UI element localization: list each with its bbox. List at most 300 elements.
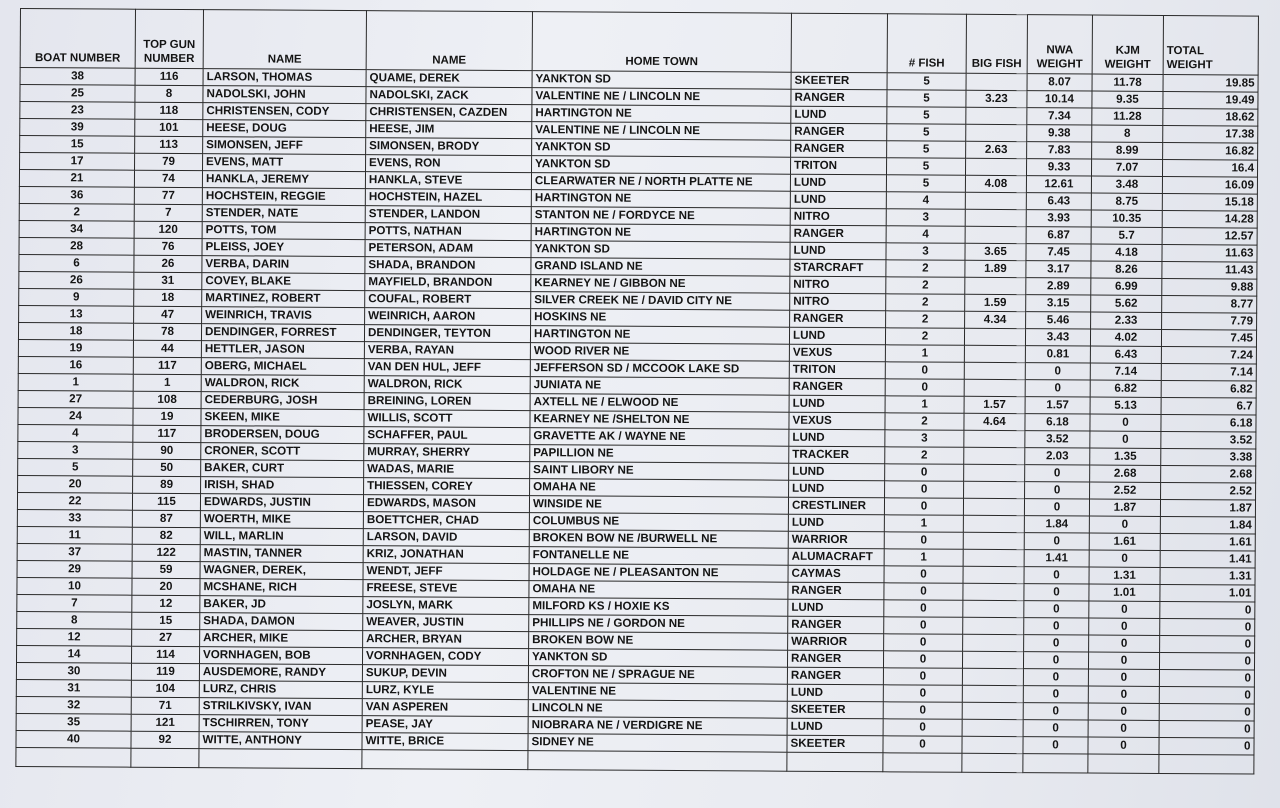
total-weight-cell: 0 [1159, 669, 1254, 687]
header-nwa-line1: NWA [1046, 44, 1074, 57]
angler-name-cell: BRODERSEN, DOUG [201, 426, 364, 444]
boat-make-cell: RANGER [791, 140, 887, 158]
fish-count-cell: 2 [885, 328, 964, 345]
fish-count-cell: 0 [884, 600, 963, 617]
partner-name-cell: LURZ, KYLE [362, 682, 528, 700]
home-town-cell: HOLDAGE NE / PLEASANTON NE [529, 564, 788, 583]
total-weight-cell: 11.43 [1162, 261, 1257, 279]
boat-make-cell: WARRIOR [788, 531, 884, 549]
home-town-cell: FONTANELLE NE [529, 547, 788, 566]
boat-make-cell: LUND [791, 106, 887, 124]
big-fish-cell [966, 124, 1027, 141]
nwa-weight-cell: 0 [1025, 380, 1090, 397]
empty-cell [131, 748, 199, 767]
big-fish-cell [965, 158, 1026, 175]
fish-count-cell: 0 [884, 634, 963, 651]
big-fish-cell [962, 719, 1023, 736]
empty-cell [787, 752, 883, 772]
nwa-weight-cell: 12.61 [1026, 176, 1091, 193]
total-weight-cell: 0 [1159, 737, 1254, 755]
top-gun-number-cell: 76 [134, 238, 202, 255]
top-gun-number-cell: 114 [131, 646, 199, 663]
nwa-weight-cell: 0 [1023, 703, 1088, 720]
total-weight-cell: 0 [1160, 618, 1255, 636]
empty-cell [16, 747, 131, 767]
kjm-weight-cell: 11.78 [1092, 74, 1163, 91]
header-name-1: NAME [203, 10, 366, 70]
top-gun-number-cell: 27 [132, 629, 200, 646]
top-gun-number-cell: 31 [134, 272, 202, 289]
top-gun-number-cell: 7 [134, 204, 202, 221]
total-weight-cell: 7.24 [1161, 346, 1256, 364]
angler-name-cell: NADOLSKI, JOHN [203, 86, 366, 104]
partner-name-cell: KRIZ, JONATHAN [363, 546, 529, 564]
home-town-cell: WOOD RIVER NE [530, 343, 789, 362]
total-weight-cell: 0 [1160, 601, 1255, 619]
home-town-cell: OMAHA NE [530, 479, 789, 498]
boat-make-cell: VEXUS [789, 412, 885, 430]
angler-name-cell: MCSHANE, RICH [200, 579, 363, 597]
kjm-weight-cell: 0 [1088, 720, 1159, 737]
total-weight-cell: 12.57 [1162, 227, 1257, 245]
partner-name-cell: NADOLSKI, ZACK [366, 87, 532, 105]
boat-number-cell: 22 [17, 492, 132, 510]
angler-name-cell: WILL, MARLIN [200, 528, 363, 546]
kjm-weight-cell: 10.35 [1091, 210, 1162, 227]
kjm-weight-cell: 8 [1092, 125, 1163, 142]
fish-count-cell: 0 [885, 362, 964, 379]
nwa-weight-cell: 0 [1025, 482, 1090, 499]
angler-name-cell: WITTE, ANTHONY [199, 732, 362, 750]
home-town-cell: PAPILLION NE [530, 445, 789, 464]
header-num-fish: # FISH [887, 14, 966, 73]
big-fish-cell [962, 736, 1023, 753]
kjm-weight-cell: 0 [1089, 601, 1160, 618]
boat-make-cell: SKEETER [791, 72, 887, 90]
fish-count-cell: 0 [884, 566, 963, 583]
empty-cell [1159, 754, 1254, 774]
home-town-cell: NIOBRARA NE / VERDIGRE NE [528, 717, 787, 736]
total-weight-cell: 18.62 [1163, 108, 1258, 126]
total-weight-cell: 0 [1159, 720, 1254, 738]
boat-make-cell: TRITON [790, 157, 886, 175]
nwa-weight-cell: 0 [1023, 737, 1088, 754]
partner-name-cell: STENDER, LANDON [365, 206, 531, 224]
nwa-weight-cell: 0 [1023, 686, 1088, 703]
home-town-cell: GRAVETTE AK / WAYNE NE [530, 428, 789, 447]
top-gun-number-cell: 26 [134, 255, 202, 272]
partner-name-cell: EVENS, RON [366, 155, 532, 173]
nwa-weight-cell: 0 [1025, 465, 1090, 482]
header-total-weight [1163, 15, 1258, 75]
top-gun-number-cell: 47 [134, 306, 202, 323]
boat-make-cell: RANGER [790, 310, 886, 328]
home-town-cell: HARTINGTON NE [531, 224, 790, 243]
kjm-weight-cell: 0 [1089, 635, 1160, 652]
home-town-cell: WINSIDE NE [529, 496, 788, 515]
kjm-weight-cell: 6.43 [1090, 346, 1161, 363]
header-top-gun-number [135, 9, 203, 68]
total-weight-cell: 0 [1159, 703, 1254, 721]
boat-make-cell: LUND [788, 599, 884, 617]
boat-make-cell: SKEETER [787, 735, 883, 753]
boat-number-cell: 32 [16, 696, 131, 714]
boat-number-cell: 17 [20, 153, 135, 171]
kjm-weight-cell: 8.99 [1092, 142, 1163, 159]
big-fish-cell [964, 345, 1025, 362]
total-weight-cell: 0 [1159, 652, 1254, 670]
angler-name-cell: SKEEN, MIKE [201, 409, 364, 427]
top-gun-number-cell: 18 [134, 289, 202, 306]
total-weight-cell: 6.18 [1161, 414, 1256, 432]
total-weight-cell: 6.7 [1161, 397, 1256, 415]
total-weight-cell: 3.52 [1161, 431, 1256, 449]
boat-number-cell: 40 [16, 730, 131, 748]
nwa-weight-cell: 7.45 [1026, 244, 1091, 261]
top-gun-number-cell: 77 [134, 187, 202, 204]
boat-make-cell: LUND [789, 480, 885, 498]
boat-number-cell: 2 [19, 203, 134, 221]
nwa-weight-cell: 0 [1024, 533, 1089, 550]
partner-name-cell: MURRAY, SHERRY [364, 444, 530, 462]
nwa-weight-cell: 9.38 [1027, 125, 1092, 142]
big-fish-cell [964, 379, 1025, 396]
fish-count-cell: 1 [885, 396, 964, 413]
partner-name-cell: BREINING, LOREN [364, 393, 530, 411]
boat-number-cell: 8 [17, 611, 132, 629]
fish-count-cell: 3 [886, 209, 965, 226]
header-top-gun-line2: NUMBER [143, 52, 195, 66]
fish-count-cell: 5 [887, 73, 966, 90]
angler-name-cell: HEESE, DOUG [203, 120, 366, 138]
boat-make-cell: STARCRAFT [790, 259, 886, 277]
kjm-weight-cell: 1.31 [1089, 567, 1160, 584]
home-town-cell: KEARNEY NE / GIBBON NE [531, 275, 790, 294]
boat-make-cell: LUND [789, 429, 885, 447]
header-kjm-line1: KJM [1115, 44, 1140, 57]
big-fish-cell [966, 107, 1027, 124]
home-town-cell: YANKTON SD [532, 156, 791, 175]
angler-name-cell: BAKER, CURT [201, 460, 364, 478]
total-weight-cell: 1.87 [1160, 499, 1255, 517]
angler-name-cell: BAKER, JD [200, 596, 363, 614]
fish-count-cell: 0 [883, 668, 962, 685]
kjm-weight-cell: 0 [1090, 414, 1161, 431]
header-top-gun-line1: TOP GUN [143, 38, 196, 52]
boat-make-cell: TRACKER [789, 446, 885, 464]
home-town-cell: HARTINGTON NE [530, 326, 789, 345]
boat-number-cell: 29 [17, 560, 132, 578]
fish-count-cell: 5 [887, 107, 966, 124]
kjm-weight-cell: 9.35 [1092, 91, 1163, 108]
top-gun-number-cell: 121 [131, 714, 199, 731]
angler-name-cell: EVENS, MATT [203, 154, 366, 172]
top-gun-number-cell: 87 [132, 510, 200, 527]
kjm-weight-cell: 1.01 [1089, 584, 1160, 601]
boat-number-cell: 38 [20, 68, 135, 86]
total-weight-cell: 7.14 [1161, 363, 1256, 381]
fish-count-cell: 2 [885, 447, 964, 464]
partner-name-cell: BOETTCHER, CHAD [363, 512, 529, 530]
nwa-weight-cell: 9.33 [1026, 159, 1091, 176]
partner-name-cell: VERBA, RAYAN [364, 342, 530, 360]
total-weight-cell: 19.49 [1163, 91, 1258, 109]
header-total-line1: TOTAL [1166, 45, 1205, 58]
boat-number-cell: 9 [19, 288, 134, 306]
kjm-weight-cell: 1.35 [1090, 448, 1161, 465]
angler-name-cell: CEDERBURG, JOSH [201, 392, 364, 410]
empty-cell [883, 753, 962, 772]
home-town-cell: MILFORD KS / HOXIE KS [529, 598, 788, 617]
angler-name-cell: WOERTH, MIKE [200, 511, 363, 529]
boat-make-cell: LUND [790, 174, 886, 192]
boat-number-cell: 5 [18, 458, 133, 476]
fish-count-cell: 1 [884, 515, 963, 532]
boat-number-cell: 4 [18, 424, 133, 442]
boat-number-cell: 23 [20, 102, 135, 120]
total-weight-cell: 8.77 [1162, 295, 1257, 313]
big-fish-cell [964, 464, 1025, 481]
kjm-weight-cell: 6.82 [1090, 380, 1161, 397]
fish-count-cell: 5 [886, 175, 965, 192]
kjm-weight-cell: 0 [1088, 652, 1159, 669]
big-fish-cell: 1.89 [965, 260, 1026, 277]
nwa-weight-cell: 0 [1024, 499, 1089, 516]
header-total-line2: WEIGHT [1166, 59, 1213, 72]
boat-number-cell: 13 [19, 305, 134, 323]
total-weight-cell: 6.82 [1161, 380, 1256, 398]
kjm-weight-cell: 0 [1088, 669, 1159, 686]
boat-make-cell: LUND [790, 191, 886, 209]
kjm-weight-cell: 2.52 [1090, 482, 1161, 499]
boat-make-cell: LUND [787, 684, 883, 702]
boat-number-cell: 11 [17, 526, 132, 544]
angler-name-cell: HANKLA, JEREMY [202, 171, 365, 189]
home-town-cell: JUNIATA NE [530, 377, 789, 396]
nwa-weight-cell: 5.46 [1026, 312, 1091, 329]
boat-make-cell: LUND [789, 395, 885, 413]
top-gun-number-cell: 59 [132, 561, 200, 578]
fish-count-cell: 4 [886, 192, 965, 209]
top-gun-number-cell: 74 [134, 170, 202, 187]
partner-name-cell: PEASE, JAY [362, 716, 528, 734]
nwa-weight-cell: 3.17 [1026, 261, 1091, 278]
kjm-weight-cell: 2.68 [1090, 465, 1161, 482]
top-gun-number-cell: 116 [135, 68, 203, 85]
big-fish-cell [964, 328, 1025, 345]
kjm-weight-cell: 0 [1089, 516, 1160, 533]
boat-number-cell: 24 [18, 407, 133, 425]
partner-name-cell: EDWARDS, MASON [363, 495, 529, 513]
top-gun-number-cell: 79 [135, 153, 203, 170]
fish-count-cell: 0 [885, 481, 964, 498]
boat-make-cell: WARRIOR [788, 633, 884, 651]
fish-count-cell: 0 [883, 702, 962, 719]
nwa-weight-cell: 3.93 [1026, 210, 1091, 227]
top-gun-number-cell: 19 [133, 408, 201, 425]
partner-name-cell: THIESSEN, COREY [364, 478, 530, 496]
header-home-town: HOME TOWN [532, 12, 791, 73]
top-gun-number-cell: 78 [133, 323, 201, 340]
home-town-cell: CROFTON NE / SPRAGUE NE [528, 666, 787, 685]
partner-name-cell: WALDRON, RICK [364, 376, 530, 394]
kjm-weight-cell: 0 [1090, 431, 1161, 448]
home-town-cell: YANKTON SD [532, 71, 791, 90]
nwa-weight-cell: 2.89 [1026, 278, 1091, 295]
fish-count-cell: 2 [886, 277, 965, 294]
fish-count-cell: 0 [884, 532, 963, 549]
big-fish-cell [963, 634, 1024, 651]
boat-make-cell: RANGER [788, 616, 884, 634]
boat-make-cell: RANGER [789, 378, 885, 396]
partner-name-cell: WITTE, BRICE [362, 733, 528, 751]
fish-count-cell: 2 [885, 413, 964, 430]
home-town-cell: HARTINGTON NE [531, 190, 790, 209]
home-town-cell: BROKEN BOW NE /BURWELL NE [529, 530, 788, 549]
boat-number-cell: 6 [19, 254, 134, 272]
fish-count-cell: 0 [885, 379, 964, 396]
angler-name-cell: POTTS, TOM [202, 222, 365, 240]
partner-name-cell: DENDINGER, TEYTON [364, 325, 530, 343]
boat-make-cell: NITRO [790, 293, 886, 311]
fish-count-cell: 0 [883, 685, 962, 702]
boat-make-cell: TRITON [789, 361, 885, 379]
boat-make-cell: CRESTLINER [788, 497, 884, 515]
home-town-cell: YANKTON SD [528, 649, 787, 668]
fish-count-cell: 1 [885, 345, 964, 362]
boat-make-cell: LUND [787, 718, 883, 736]
partner-name-cell: VORNHAGEN, CODY [362, 648, 528, 666]
home-town-cell: SILVER CREEK NE / DAVID CITY NE [531, 292, 790, 311]
big-fish-cell [963, 515, 1024, 532]
header-nwa-weight [1027, 15, 1092, 74]
boat-number-cell: 36 [19, 186, 134, 204]
home-town-cell: GRAND ISLAND NE [531, 258, 790, 277]
header-big-fish: BIG FISH [966, 14, 1027, 73]
kjm-weight-cell: 7.07 [1091, 159, 1162, 176]
angler-name-cell: TSCHIRREN, TONY [199, 715, 362, 733]
home-town-cell: YANKTON SD [532, 139, 791, 158]
boat-make-cell: RANGER [790, 225, 886, 243]
boat-make-cell: ALUMACRAFT [788, 548, 884, 566]
nwa-weight-cell: 3.52 [1025, 431, 1090, 448]
home-town-cell: STANTON NE / FORDYCE NE [531, 207, 790, 226]
total-weight-cell: 2.68 [1161, 465, 1256, 483]
nwa-weight-cell: 8.07 [1027, 74, 1092, 91]
partner-name-cell: VAN ASPEREN [362, 699, 528, 717]
partner-name-cell: HOCHSTEIN, HAZEL [365, 189, 531, 207]
top-gun-number-cell: 122 [132, 544, 200, 561]
partner-name-cell: SCHAFFER, PAUL [364, 427, 530, 445]
total-weight-cell: 16.09 [1162, 176, 1257, 194]
kjm-weight-cell: 11.28 [1092, 108, 1163, 125]
empty-cell [1088, 754, 1159, 773]
boat-number-cell: 33 [17, 509, 132, 527]
boat-number-cell: 21 [19, 170, 134, 188]
boat-number-cell: 39 [20, 119, 135, 137]
boat-make-cell: CAYMAS [788, 565, 884, 583]
angler-name-cell: VORNHAGEN, BOB [199, 647, 362, 665]
top-gun-number-cell: 1 [133, 374, 201, 391]
top-gun-number-cell: 118 [135, 102, 203, 119]
boat-number-cell: 14 [17, 645, 132, 663]
empty-cell [362, 750, 528, 770]
kjm-weight-cell: 0 [1089, 618, 1160, 635]
boat-number-cell: 18 [18, 322, 133, 340]
boat-number-cell: 19 [18, 339, 133, 357]
boat-number-cell: 25 [20, 85, 135, 103]
big-fish-cell [965, 277, 1026, 294]
top-gun-number-cell: 119 [131, 663, 199, 680]
home-town-cell: VALENTINE NE / LINCOLN NE [532, 88, 791, 107]
angler-name-cell: WALDRON, RICK [201, 375, 364, 393]
header-boat-number: BOAT NUMBER [20, 9, 135, 69]
big-fish-cell [963, 566, 1024, 583]
angler-name-cell: IRISH, SHAD [201, 477, 364, 495]
nwa-weight-cell: 6.18 [1025, 414, 1090, 431]
fish-count-cell: 2 [886, 311, 965, 328]
total-weight-cell: 1.84 [1160, 516, 1255, 534]
angler-name-cell: LARSON, THOMAS [203, 69, 366, 87]
fish-count-cell: 0 [885, 464, 964, 481]
top-gun-number-cell: 50 [133, 459, 201, 476]
angler-name-cell: COVEY, BLAKE [202, 273, 365, 291]
big-fish-cell [965, 226, 1026, 243]
boat-number-cell: 31 [16, 679, 131, 697]
boat-number-cell: 28 [19, 237, 134, 255]
angler-name-cell: VERBA, DARIN [202, 256, 365, 274]
boat-number-cell: 20 [18, 475, 133, 493]
home-town-cell: JEFFERSON SD / MCCOOK LAKE SD [530, 360, 789, 379]
partner-name-cell: ARCHER, BRYAN [363, 631, 529, 649]
partner-name-cell: JOSLYN, MARK [363, 597, 529, 615]
kjm-weight-cell: 7.14 [1090, 363, 1161, 380]
home-town-cell: BROKEN BOW NE [529, 632, 788, 651]
kjm-weight-cell: 0 [1088, 703, 1159, 720]
total-weight-cell: 16.4 [1162, 159, 1257, 177]
angler-name-cell: CRONER, SCOTT [201, 443, 364, 461]
header-boat-make [791, 13, 887, 73]
boat-number-cell: 37 [17, 543, 132, 561]
partner-name-cell: PETERSON, ADAM [365, 240, 531, 258]
big-fish-cell [963, 532, 1024, 549]
fish-count-cell: 4 [886, 226, 965, 243]
angler-name-cell: MARTINEZ, ROBERT [202, 290, 365, 308]
top-gun-number-cell: 89 [133, 476, 201, 493]
fish-count-cell: 0 [884, 498, 963, 515]
total-weight-cell: 1.61 [1160, 533, 1255, 551]
partner-name-cell: WENDT, JEFF [363, 563, 529, 581]
boat-make-cell: NITRO [790, 208, 886, 226]
big-fish-cell [963, 600, 1024, 617]
kjm-weight-cell: 6.99 [1091, 278, 1162, 295]
big-fish-cell [962, 702, 1023, 719]
top-gun-number-cell: 104 [131, 680, 199, 697]
partner-name-cell: SHADA, BRANDON [365, 257, 531, 275]
nwa-weight-cell: 1.84 [1024, 516, 1089, 533]
fish-count-cell: 5 [887, 141, 966, 158]
total-weight-cell: 15.18 [1162, 193, 1257, 211]
big-fish-cell [964, 481, 1025, 498]
boat-make-cell: NITRO [790, 276, 886, 294]
kjm-weight-cell: 8.75 [1091, 193, 1162, 210]
top-gun-number-cell: 108 [133, 391, 201, 408]
empty-cell [1023, 754, 1088, 773]
boat-make-cell: RANGER [791, 89, 887, 107]
big-fish-cell [966, 73, 1027, 90]
fish-count-cell: 0 [883, 719, 962, 736]
home-town-cell: CLEARWATER NE / NORTH PLATTE NE [531, 173, 790, 192]
